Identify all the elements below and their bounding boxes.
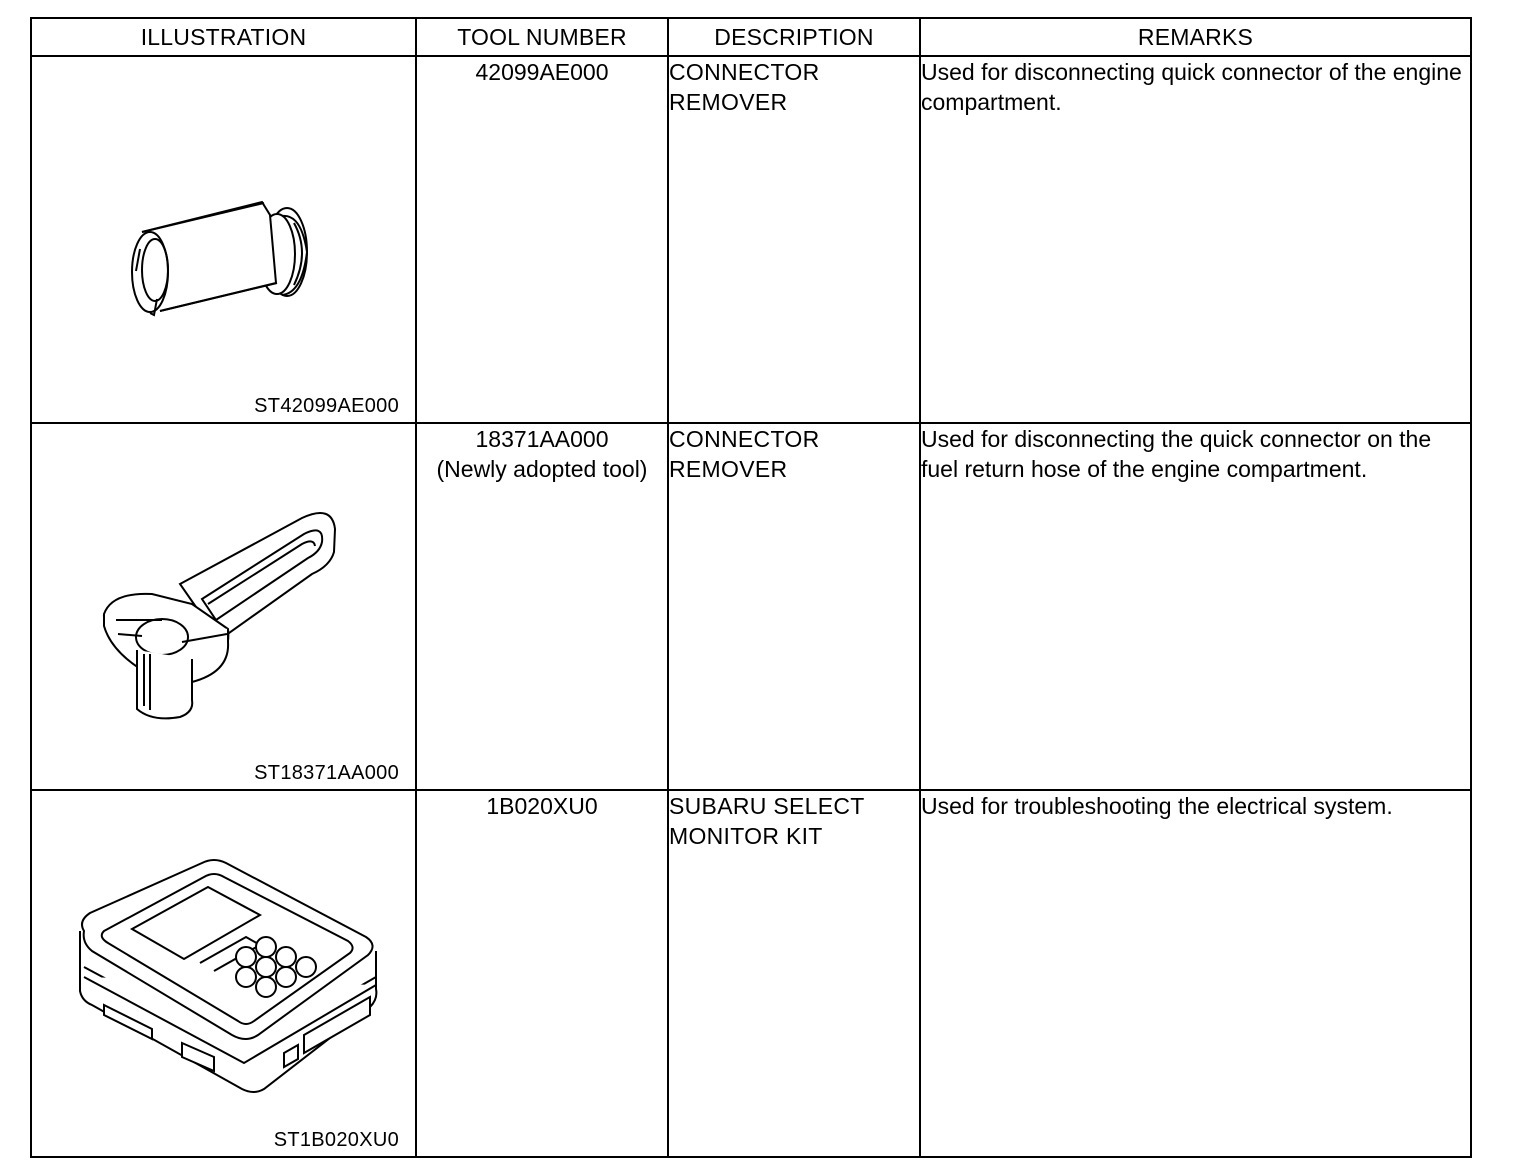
illustration-label: ST42099AE000 <box>254 395 399 417</box>
description-cell <box>668 790 920 1157</box>
special-tools-table <box>30 17 1472 1158</box>
illustration-label: ST1B020XU0 <box>273 1129 399 1151</box>
tool-number: 42099AE000 <box>475 59 609 85</box>
tool-number-cell <box>416 56 668 423</box>
header-illustration: ILLUSTRATION <box>31 18 416 56</box>
description-line: CONNECTOR <box>669 426 820 452</box>
illustration-cell <box>31 56 416 423</box>
illustration-cell <box>31 423 416 790</box>
remarks-cell: Used for disconnecting the quick connector on the fuel return hose of the engine compartment. <box>920 423 1471 790</box>
description-line: REMOVER <box>669 89 788 115</box>
tool-number: 18371AA000 <box>475 426 609 452</box>
header-description: DESCRIPTION <box>668 18 920 56</box>
illustration-cell <box>31 790 416 1157</box>
tool-number-cell <box>416 423 668 790</box>
description-cell <box>668 423 920 790</box>
table-row <box>31 423 1471 790</box>
remarks-cell: Used for troubleshooting the electrical system. <box>920 790 1471 1157</box>
tool-number: 1B020XU0 <box>486 793 598 819</box>
description-line: REMOVER <box>669 456 788 482</box>
select-monitor-device-icon <box>32 791 417 1156</box>
table-row <box>31 56 1471 423</box>
tool-number-cell <box>416 790 668 1157</box>
illustration-label: ST18371AA000 <box>254 762 399 784</box>
tool-number-note: (Newly adopted tool) <box>436 456 648 482</box>
description-line: SUBARU SELECT <box>669 793 865 819</box>
description-line: CONNECTOR <box>669 59 820 85</box>
header-tool-number: TOOL NUMBER <box>416 18 668 56</box>
table-row <box>31 790 1471 1157</box>
header-remarks: REMARKS <box>920 18 1471 56</box>
remarks-cell: Used for disconnecting quick connector of the engine compartment. <box>920 56 1471 423</box>
connector-remover-forked-icon <box>32 424 417 789</box>
description-line: MONITOR KIT <box>669 823 823 849</box>
header-row <box>31 18 1471 56</box>
connector-remover-sleeve-icon <box>32 57 417 422</box>
description-cell <box>668 56 920 423</box>
